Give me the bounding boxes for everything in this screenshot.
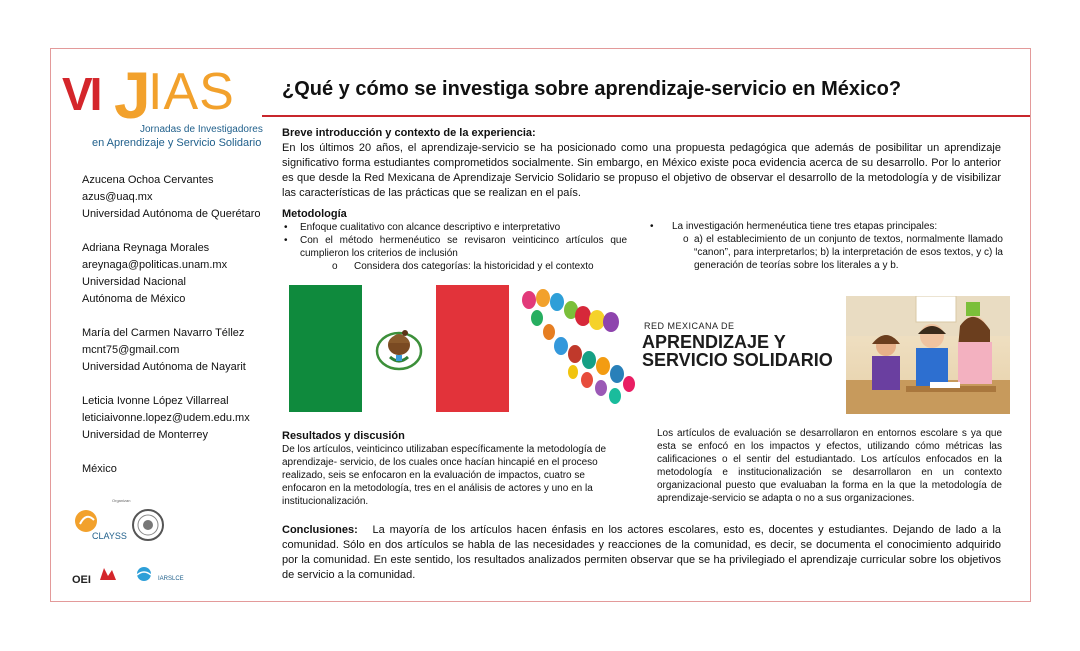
clayss-text: CLAYSS xyxy=(92,531,127,541)
methodology-item: • Con el método hermenéutico se revisaron veinticinco artículos que cumplieron los criterios de inclusión xyxy=(282,234,627,260)
authors-list xyxy=(82,172,282,495)
network-logo-icon xyxy=(98,566,118,582)
intro-section xyxy=(282,126,1001,201)
hermeneutic-item: • La investigación hermenéutica tiene tres etapas principales: xyxy=(648,220,1003,233)
poster-title: ¿Qué y cómo se investiga sobre aprendizaje-servicio en México? xyxy=(282,78,902,100)
logo-j: J xyxy=(114,58,151,132)
author-email: azus@uaq.mx xyxy=(82,191,153,203)
author-affiliation: Universidad Autónoma de Nayarit xyxy=(82,361,246,373)
author-block xyxy=(82,461,282,478)
author-name: María del Carmen Navarro Téllez xyxy=(82,327,245,339)
red-mexicana-logo xyxy=(517,288,843,408)
flag-green-stripe xyxy=(289,285,362,412)
flag-red-stripe xyxy=(436,285,509,412)
results-section xyxy=(282,430,612,508)
conclusions-body: La mayoría de los artículos hacen énfasis en los actores escolares, esto es, docentes y estudiantes. Dejando de lado a la comunidad. Sólo en dos artículos se habla de las necesidades y reacciones de la comunidad, es decir, se documenta el conocimiento adquirido por la comunidad. En este sentido, los resultados analizados permiten observar que se ha privilegiado el aprendizaje curricular sobre los objetivos de servicio a la comunidad. xyxy=(282,524,1002,581)
author-country: México xyxy=(82,463,117,475)
organizan-label: Organizan xyxy=(112,498,131,503)
hands-map-icon xyxy=(517,288,637,408)
classroom-photo xyxy=(846,296,1010,414)
author-email: leticiaivonne.lopez@udem.edu.mx xyxy=(82,412,250,424)
methodology-heading: Metodología xyxy=(282,208,347,220)
results-heading: Resultados y discusión xyxy=(282,430,405,442)
methodology-subitem: o Considera dos categorías: la historicidad y el contexto xyxy=(282,260,627,273)
red-logo-title-1: APRENDIZAJE Y xyxy=(642,332,786,352)
title-divider xyxy=(262,115,1030,117)
author-block xyxy=(82,393,282,444)
iarslce-text: IARSLCE xyxy=(158,576,184,582)
vijias-logo xyxy=(62,58,263,152)
mexico-flag xyxy=(289,285,509,412)
iarslce-logo xyxy=(158,572,190,582)
hermeneutic-subitem: o a) el establecimiento de un conjunto de textos, normalmente llamado “canon”, para interpretarlos; b) la interpretación de esos textos, y c) la generación de teorías sobre los literales a y b. xyxy=(648,233,1003,272)
author-block xyxy=(82,172,282,223)
author-email: mcnt75@gmail.com xyxy=(82,344,180,356)
author-block xyxy=(82,240,282,308)
methodology-item: • Enfoque cualitativo con alcance descriptivo e interpretativo xyxy=(282,221,627,234)
university-seal-icon xyxy=(131,508,165,542)
oei-logo: OEI xyxy=(72,574,91,586)
author-affiliation: Autónoma de México xyxy=(82,293,186,305)
intro-body: En los últimos 20 años, el aprendizaje-servicio se ha posicionado como una propuesta pedagógica que además de posibilitar un aprendizaje significativo forma estudiantes comprometidos socialmente. Sin embargo, en México existe poca evidencia acerca de su desarrollo. Por lo anterior es que desde la Red Mexicana de Aprendizaje Servicio Solidario se propuso el objetivo de observar el desarrollo de la metodología y de visibilizar las características de las prácticas que se realizan en el país. xyxy=(282,142,1001,199)
conclusions-section xyxy=(282,523,1001,583)
author-name: Leticia Ivonne López Villarreal xyxy=(82,395,229,407)
red-logo-title-2: SERVICIO SOLIDARIO xyxy=(642,350,833,370)
author-email: areynaga@politicas.unam.mx xyxy=(82,259,228,271)
logo-ias: IAS xyxy=(148,63,235,121)
author-affiliation: Universidad de Monterrey xyxy=(82,429,208,441)
logo-vi: VI xyxy=(62,68,100,120)
flag-white-stripe xyxy=(362,285,436,412)
hermeneutic-section xyxy=(648,220,1003,272)
clayss-logo xyxy=(72,508,130,542)
logo-subtitle-1: Jornadas de Investigadores xyxy=(140,124,263,135)
conclusions-heading: Conclusiones: xyxy=(282,524,358,536)
author-affiliation: Universidad Nacional xyxy=(82,276,186,288)
author-block xyxy=(82,325,282,376)
author-name: Adriana Reynaga Morales xyxy=(82,242,210,254)
intro-heading: Breve introducción y contexto de la experiencia: xyxy=(282,127,536,139)
classroom-illustration xyxy=(846,296,1010,414)
coat-of-arms-icon xyxy=(362,285,436,412)
logo-subtitle-2: en Aprendizaje y Servicio Solidario xyxy=(92,137,262,149)
red-logo-small: RED MEXICANA DE xyxy=(644,321,735,331)
results-body: De los artículos, veinticinco utilizaban específicamente la metodología de aprendizaje- servicio, de los cuales once hacían hincapié en el proceso realizado, seis se enfocaron en la evaluación de impactos, cuatro se enfocaron en la metodología, tres en el análisis de actores y uno en la institucionalización. xyxy=(282,444,607,507)
author-name: Azucena Ochoa Cervantes xyxy=(82,174,214,186)
author-affiliation: Universidad Autónoma de Querétaro xyxy=(82,208,261,220)
results-body-2: Los artículos de evaluación se desarrollaron en entornos escolare s ya que esta se enfocó en los impactos y efectos, utilizando cómo métricas las calificaciones o el sentir del estudiantado. Los artículos enfocados en la metodología e institucionalización se desarrollaron en un contexto organizacional puesto que evaluaban la forma en la que la metodología de aprendizaje-servicio se adapta o no a sus organizaciones. xyxy=(657,428,1002,504)
methodology-section xyxy=(282,208,627,273)
wave-logo-icon xyxy=(134,566,154,584)
